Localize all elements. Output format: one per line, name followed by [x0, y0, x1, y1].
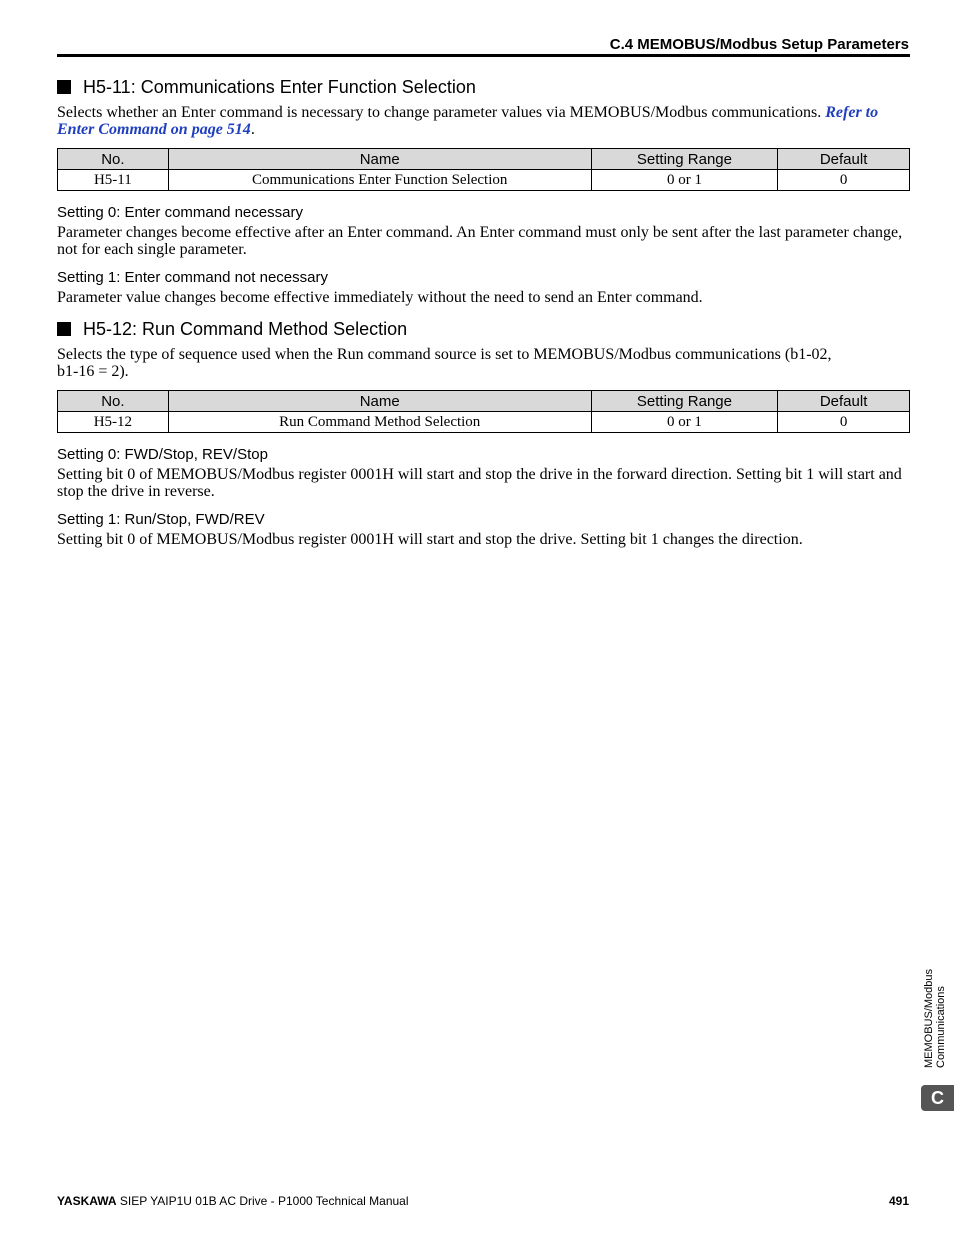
section-heading-text: H5-11: Communications Enter Function Selection: [83, 77, 476, 97]
cell-default: 0: [778, 412, 910, 433]
column-header-setting-range: Setting Range: [591, 149, 778, 170]
table-header-row: [58, 149, 910, 170]
square-bullet-icon: [57, 80, 71, 94]
column-header-default: Default: [778, 149, 910, 170]
parameter-table-h5-11: [57, 148, 910, 191]
square-bullet-icon: [57, 322, 71, 336]
intro-tail: .: [250, 121, 255, 138]
footer-brand: YASKAWA: [57, 1194, 117, 1208]
cell-no: H5-11: [58, 170, 169, 191]
cell-name: Run Command Method Selection: [168, 412, 591, 433]
setting-text: Setting bit 0 of MEMOBUS/Modbus register 0001H will start and stop the drive in the forward direction. Setting bit 1 will start and stop the drive in reverse.: [57, 466, 902, 500]
side-tab-line1: MEMOBUS/Modbus: [923, 968, 935, 1068]
parameter-table-h5-12: [57, 390, 910, 433]
footer-manual: [57, 1194, 409, 1208]
side-tab-label: [921, 960, 954, 1070]
intro-text: Selects whether an Enter command is necessary to change parameter values via MEMOBUS/Modbus communications.: [57, 104, 826, 121]
setting-heading: Setting 1: Enter command not necessary: [57, 269, 328, 286]
setting-heading: Setting 1: Run/Stop, FWD/REV: [57, 511, 265, 528]
column-header-setting-range: Setting Range: [591, 391, 778, 412]
column-header-no: No.: [58, 391, 169, 412]
section-intro: [57, 104, 910, 138]
column-header-name: Name: [168, 391, 591, 412]
column-header-no: No.: [58, 149, 169, 170]
setting-text: Parameter value changes become effective immediately without the need to send an Enter command.: [57, 289, 703, 306]
running-header: C.4 MEMOBUS/Modbus Setup Parameters: [609, 36, 909, 53]
cell-setting-range: 0 or 1: [591, 170, 778, 191]
column-header-default: Default: [778, 391, 910, 412]
cell-name: Communications Enter Function Selection: [168, 170, 591, 191]
cell-setting-range: 0 or 1: [591, 412, 778, 433]
header-rule: [57, 54, 910, 57]
section-heading-h5-12: [57, 318, 910, 340]
section-heading-h5-11: [57, 76, 910, 98]
table-header-row: [58, 391, 910, 412]
cell-default: 0: [778, 170, 910, 191]
section-heading-text: H5-12: Run Command Method Selection: [83, 319, 408, 339]
page-number: 491: [888, 1194, 909, 1208]
table-row: [58, 170, 910, 191]
table-row: [58, 412, 910, 433]
setting-text: Parameter changes become effective after an Enter command. An Enter command must only be sent after the last parameter change, not for each single parameter.: [57, 224, 903, 258]
column-header-name: Name: [168, 149, 591, 170]
chapter-tab[interactable]: C: [921, 1085, 954, 1111]
page-content: [57, 76, 910, 548]
refer-link[interactable]: Refer to Enter Command on page 514: [57, 104, 879, 138]
side-tab-line2: Communications: [935, 986, 947, 1068]
setting-text: Setting bit 0 of MEMOBUS/Modbus register 0001H will start and stop the drive. Setting bit 1 changes the direction.: [57, 531, 803, 548]
setting-heading: Setting 0: Enter command necessary: [57, 204, 303, 221]
footer-manual-title: SIEP YAIP1U 01B AC Drive - P1000 Technical Manual: [116, 1194, 409, 1208]
cell-no: H5-12: [58, 412, 169, 433]
setting-heading: Setting 0: FWD/Stop, REV/Stop: [57, 446, 268, 463]
section-intro: Selects the type of sequence used when the Run command source is set to MEMOBUS/Modbus communications (b1-02, b1-16 = 2).: [57, 346, 832, 380]
